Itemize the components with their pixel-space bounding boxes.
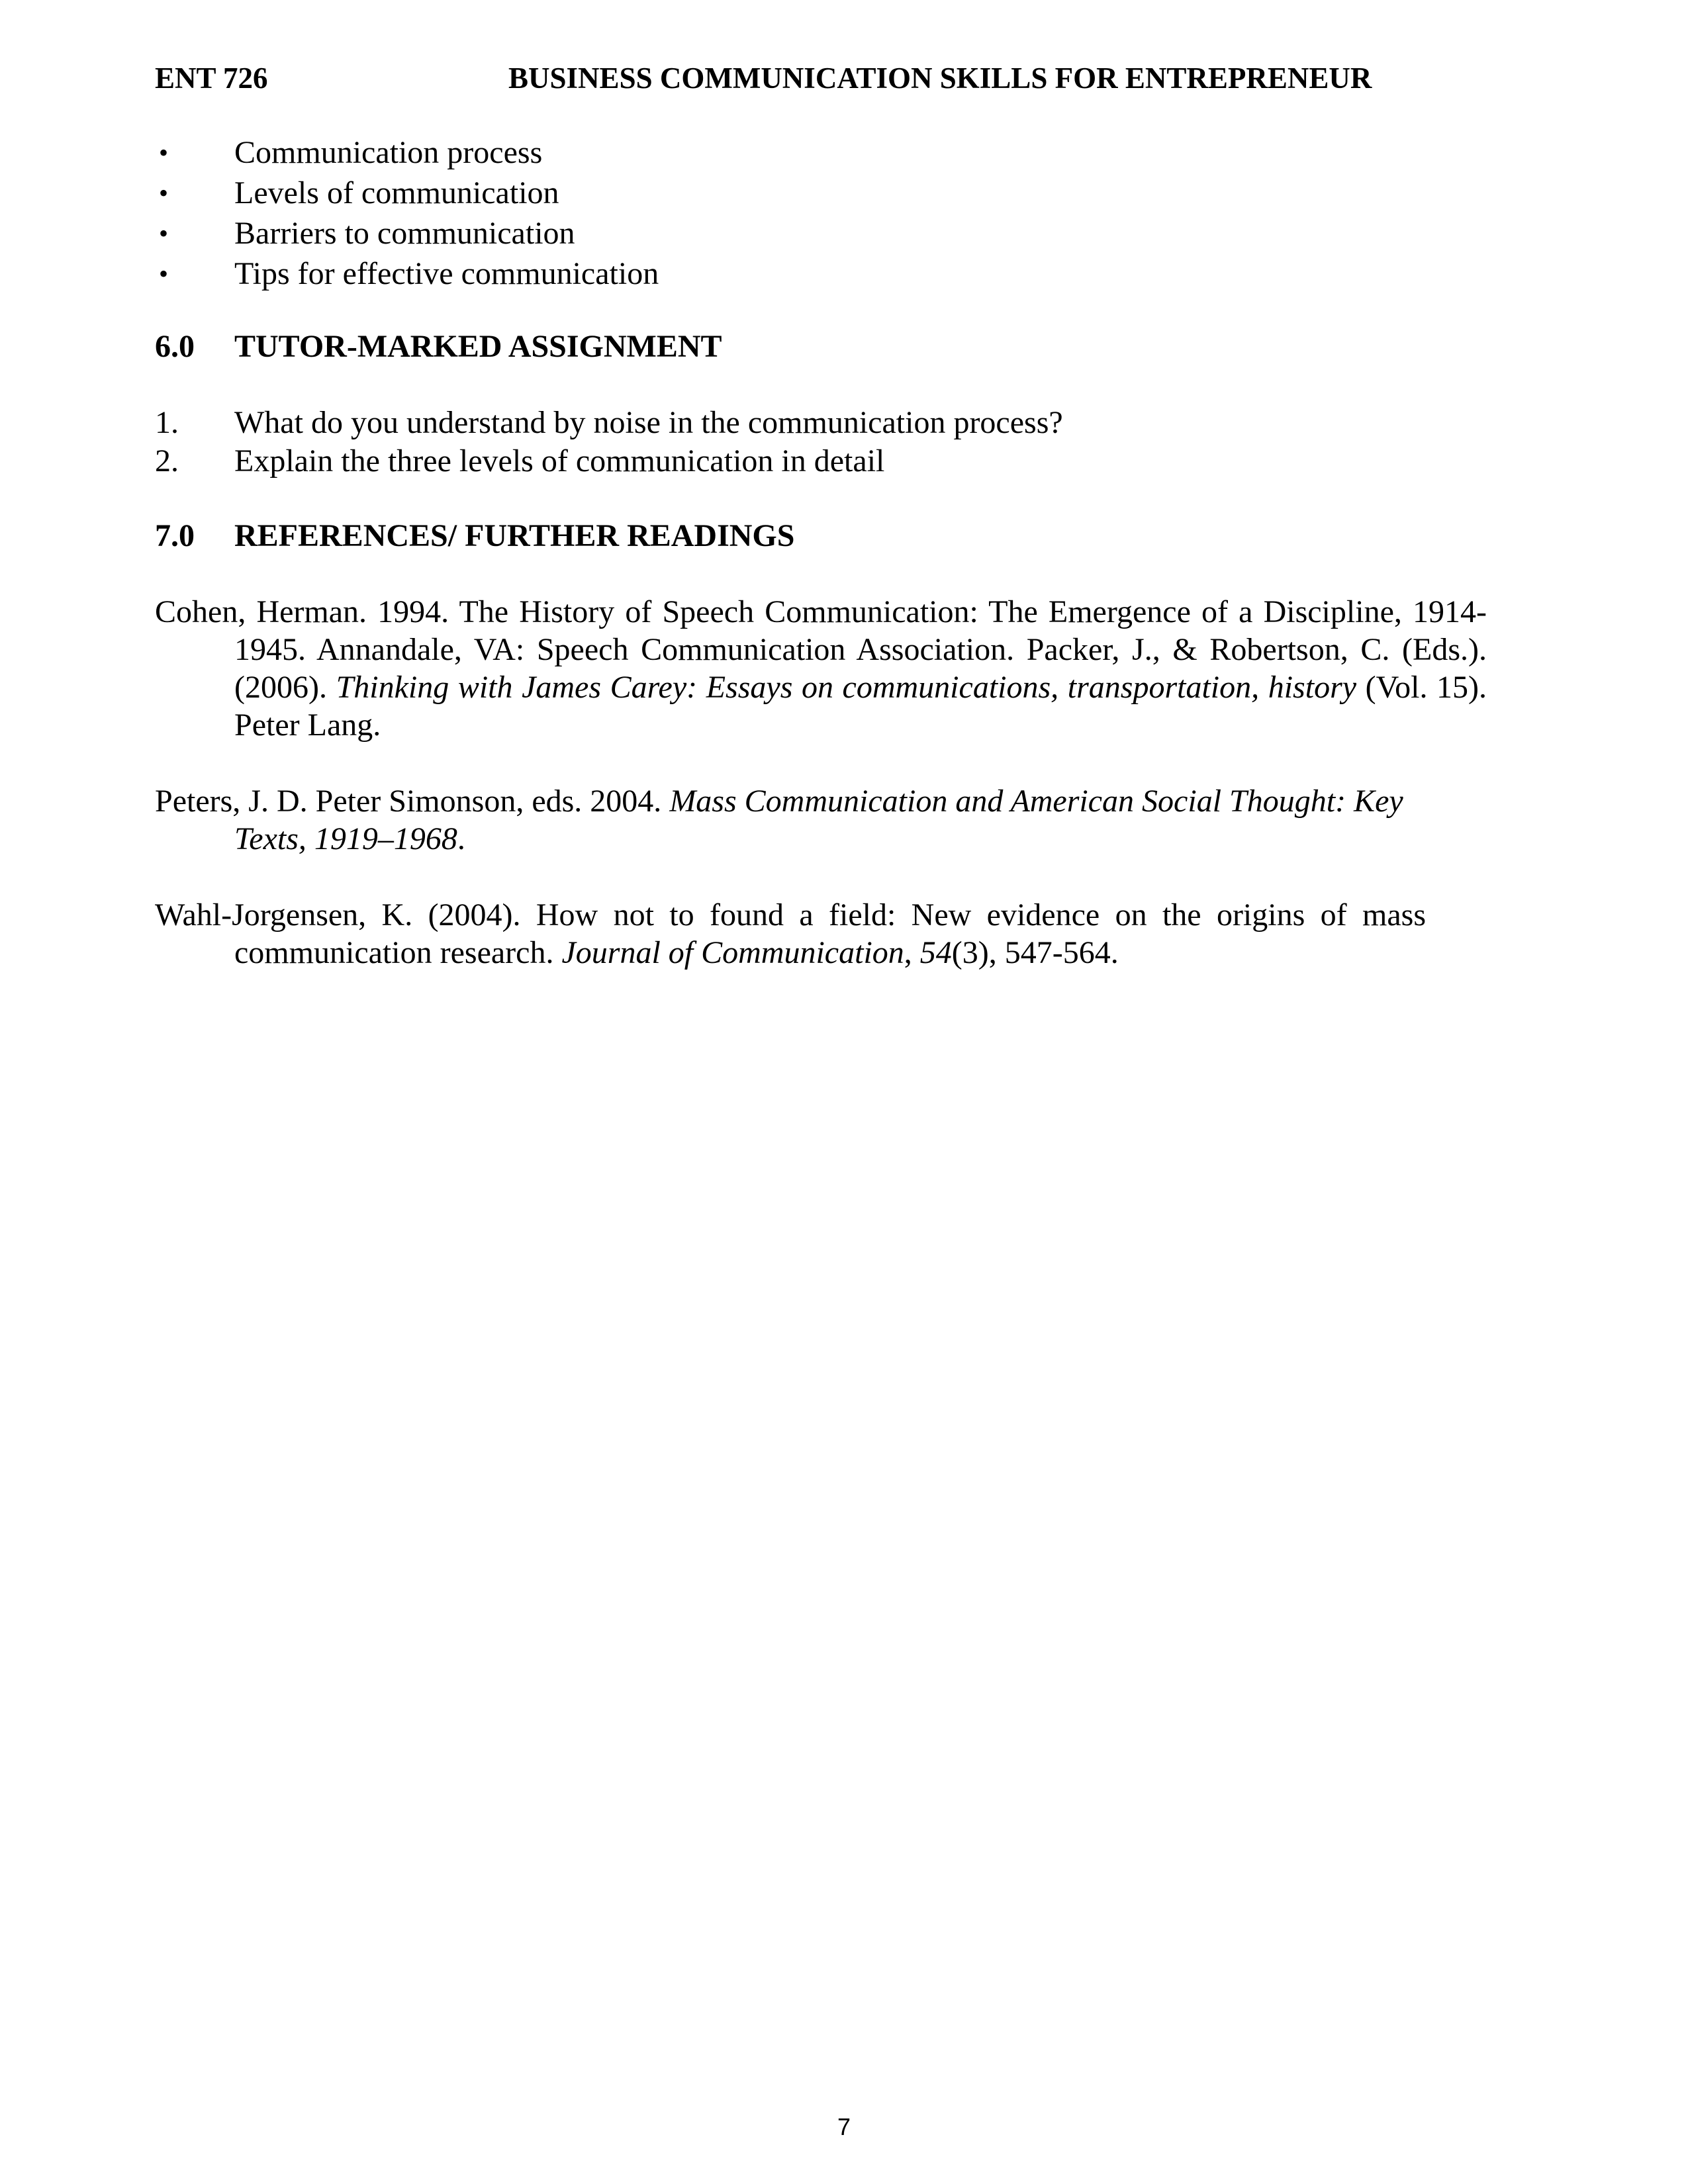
reference-text: (Vol. 15). Peter Lang. <box>234 670 1487 743</box>
list-item <box>155 213 1492 253</box>
question-text: Explain the three levels of communication in detail <box>234 443 885 478</box>
bullet-icon: • <box>159 218 169 248</box>
bullet-icon: • <box>159 138 169 167</box>
list-item <box>155 132 1492 173</box>
list-item <box>155 442 1492 480</box>
list-item-text: Tips for effective communication <box>234 256 659 291</box>
list-item-text: Levels of communication <box>234 175 559 210</box>
reference-journal-italic: Journal of Communication <box>561 935 904 970</box>
assignment-question-list <box>155 404 1492 480</box>
reference-text: , <box>904 935 920 970</box>
section-title: TUTOR-MARKED ASSIGNMENT <box>234 329 722 364</box>
reference-text: . <box>457 821 465 856</box>
reference-entry-cohen <box>155 593 1487 744</box>
course-title: BUSINESS COMMUNICATION SKILLS FOR ENTREPRENEUR <box>508 62 1372 95</box>
section-number: 6.0 <box>155 329 195 364</box>
bullet-icon: • <box>159 259 169 289</box>
question-text: What do you understand by noise in the communication process? <box>234 405 1063 440</box>
list-item <box>155 404 1492 442</box>
reference-title-italic: Thinking with James Carey: Essays on communications, transportation, history <box>336 670 1357 705</box>
page-number: 7 <box>837 2113 851 2140</box>
summary-bullet-list <box>155 132 1492 294</box>
reference-entry-peters <box>155 782 1426 858</box>
list-item <box>155 253 1492 294</box>
list-item-text: Communication process <box>234 135 543 170</box>
section-number: 7.0 <box>155 518 195 553</box>
reference-entry-wahl-jorgensen <box>155 896 1426 972</box>
reference-title-italic: Mass Communication and American Social Thought: Key Texts, 1919–1968 <box>234 784 1403 856</box>
reference-text: Peters, J. D. Peter Simonson, eds. 2004. <box>155 784 670 819</box>
question-number: 1. <box>155 405 179 440</box>
reference-text: Wahl-Jorgensen, K. (2004). How not to found a field: New evidence on the origins of mass communication research. <box>155 897 1426 970</box>
reference-text: (3), 547-564. <box>951 935 1119 970</box>
course-code: ENT 726 <box>155 62 268 95</box>
section-title: REFERENCES/ FURTHER READINGS <box>234 518 795 553</box>
list-item <box>155 173 1492 213</box>
list-item-text: Barriers to communication <box>234 216 575 251</box>
reference-text: Cohen, Herman. 1994. The History of Speech Communication: The Emergence of a Discipline, 1914-1945. Annandale, VA: Speech Communication Association. Packer, J., & Robertson, C. (Eds.). (2006). <box>155 594 1487 705</box>
reference-volume-italic: 54 <box>919 935 952 970</box>
question-number: 2. <box>155 443 179 478</box>
bullet-icon: • <box>159 178 169 208</box>
